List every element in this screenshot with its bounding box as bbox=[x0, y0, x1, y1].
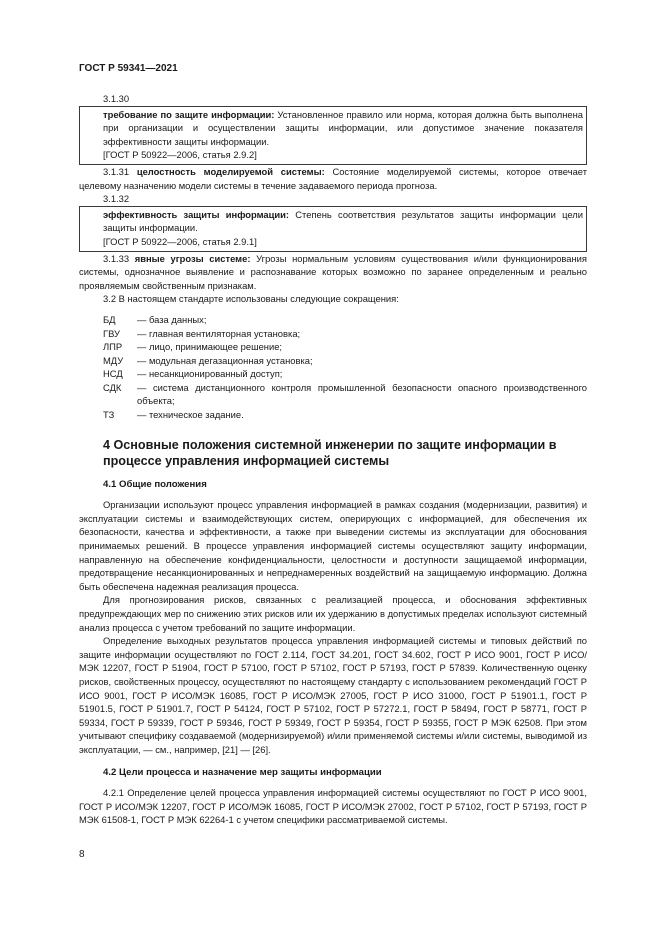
term-3-1-31: целостность моделируемой системы: bbox=[136, 165, 325, 177]
document-header: ГОСТ Р 59341—2021 bbox=[79, 63, 178, 74]
paragraph: Для прогнозирования рисков, связанных с реализацией процесса, и обоснования эффективных предупреждающих мер по снижению этих рисков или их удержанию в допустимых пределах используют системный анализ процесса с учетом требований по защите информации. bbox=[79, 594, 587, 633]
term-definition-3-1-31: 3.1.31 целостность моделируемой системы: Состояние моделируемой системы, которое отвечает целевому назначению модели системы в течение задаваемого периода прогноза. bbox=[79, 165, 587, 191]
subsection-4-1-heading: 4.1 Общие положения bbox=[103, 478, 207, 490]
abbreviation-item: СДК — система дистанционного контроля промышленной безопасности опасного производственного объекта; bbox=[103, 381, 587, 407]
subsection-4-2-heading: 4.2 Цели процесса и назначение мер защиты информации bbox=[103, 766, 382, 778]
abbreviation-item: БД — база данных; bbox=[103, 313, 207, 325]
page-number: 8 bbox=[79, 849, 85, 860]
term-number-3-1-32: 3.1.32 bbox=[103, 193, 130, 205]
abbreviation-item: НСД — несанкционированный доступ; bbox=[103, 368, 283, 380]
term-reference-3-1-30: [ГОСТ Р 50922—2006, статья 2.9.2] bbox=[103, 149, 257, 161]
abbreviation-item: ГВУ — главная вентиляторная установка; bbox=[103, 327, 301, 339]
abbreviations-intro: 3.2 В настоящем стандарте использованы следующие сокращения: bbox=[103, 293, 399, 305]
abbreviation-list bbox=[79, 313, 587, 422]
term-number-3-1-30: 3.1.30 bbox=[103, 93, 130, 104]
term-3-1-30: требование по защите информации: bbox=[103, 108, 275, 120]
term-box-3-1-30 bbox=[79, 106, 587, 165]
paragraph: Определение выходных результатов процесса управления информацией системы и типовых действий по защите информации осуществляют по ГОСТ 2.114, ГОСТ 34.201, ГОСТ 34.602, ГОСТ Р ИСО 9001, ГОСТ Р ИСО/МЭК 12207, ГОСТ Р 51904, ГОСТ Р 57100, ГОСТ Р 57102, ГОСТ Р 57193, ГОСТ Р 57839. Количественную оценку рисков, свойственных процессу, осуществляют по настоящему стандарту с использованием рекомендаций ГОСТ Р ИСО 9001, ГОСТ Р ИСО/МЭК 16085, ГОСТ Р ИСО/МЭК 27005, ГОСТ Р ИСО 31000, ГОСТ Р 51901.1, ГОСТ Р 51901.5, ГОСТ Р 51901.7, ГОСТ Р 54124, ГОСТ Р 57102, ГОСТ Р 57272.1, ГОСТ Р 58494, ГОСТ Р 58771, ГОСТ Р 59334, ГОСТ Р 59339, ГОСТ Р 59346, ГОСТ Р 59349, ГОСТ Р 59354, ГОСТ Р 59355, ГОСТ Р МЭК 62508. При этом учитывают специфику создаваемой (модернизируемой) и/или применяемой системы и/или системы, выводимой из эксплуатации, — см., например, [21] — [26]. bbox=[79, 635, 587, 755]
term-definition-3-1-33: 3.1.33 явные угрозы системе: Угрозы нормальным условиям существования и/или функционирования системы, однозначное выявление и распознавание которых возможно по заранее определенным и реально проявляемым свойственным признакам. bbox=[79, 252, 587, 291]
abbreviation-item: МДУ — модульная дегазационная установка; bbox=[103, 354, 313, 366]
term-definition-3-1-30: требование по защите информации: Установленное правило или норма, которая должна быть выполнена при организации и осуществлении защиты информации, или допустимое значение показателя эффективности защиты информации. bbox=[103, 108, 583, 147]
term-box-3-1-32 bbox=[79, 206, 587, 252]
term-definition-3-1-32: эффективность защиты информации: Степень соответствия результатов защиты информации цели защиты информации. bbox=[103, 208, 583, 234]
term-3-1-33: явные угрозы системе: bbox=[134, 252, 251, 264]
page-content bbox=[79, 92, 587, 827]
paragraph: 4.2.1 Определение целей процесса управления информацией системы осуществляют по ГОСТ Р ИСО 9001, ГОСТ Р ИСО/МЭК 12207, ГОСТ Р ИСО/МЭК 16085, ГОСТ Р ИСО/МЭК 27002, ГОСТ Р 57102, ГОСТ Р 57193, ГОСТ Р МЭК 61508-1, ГОСТ Р МЭК 62264-1 с учетом специфики рассматриваемой системы. bbox=[79, 787, 587, 826]
paragraph: Организации используют процесс управления информацией в рамках создания (модернизации, развития) и эксплуатации системы и взаимодействующих систем, оперирующих с информацией, для обеспечения их безопасности, качества и эффективности, а также при выведении системы из эксплуатации для обоснования принимаемых решений. В процессе управления информацией системы осуществляют защиту информации, направленную на обеспечение конфиденциальности, целостности и доступности защищаемой информации, предотвращение несанкционированных и непреднамеренных воздействий на защищаемую информацию. Должна быть обеспечена надежная реализация процесса. bbox=[79, 499, 587, 592]
section-4-heading: 4 Основные положения системной инженерии по защите информации в процессе управления информацией системы bbox=[103, 437, 557, 468]
abbreviation-item: ЛПР — лицо, принимающее решение; bbox=[103, 341, 283, 353]
term-3-1-32: эффективность защиты информации: bbox=[103, 208, 290, 220]
term-reference-3-1-32: [ГОСТ Р 50922—2006, статья 2.9.1] bbox=[103, 235, 257, 247]
abbreviation-item: ТЗ — техническое задание. bbox=[103, 409, 244, 421]
